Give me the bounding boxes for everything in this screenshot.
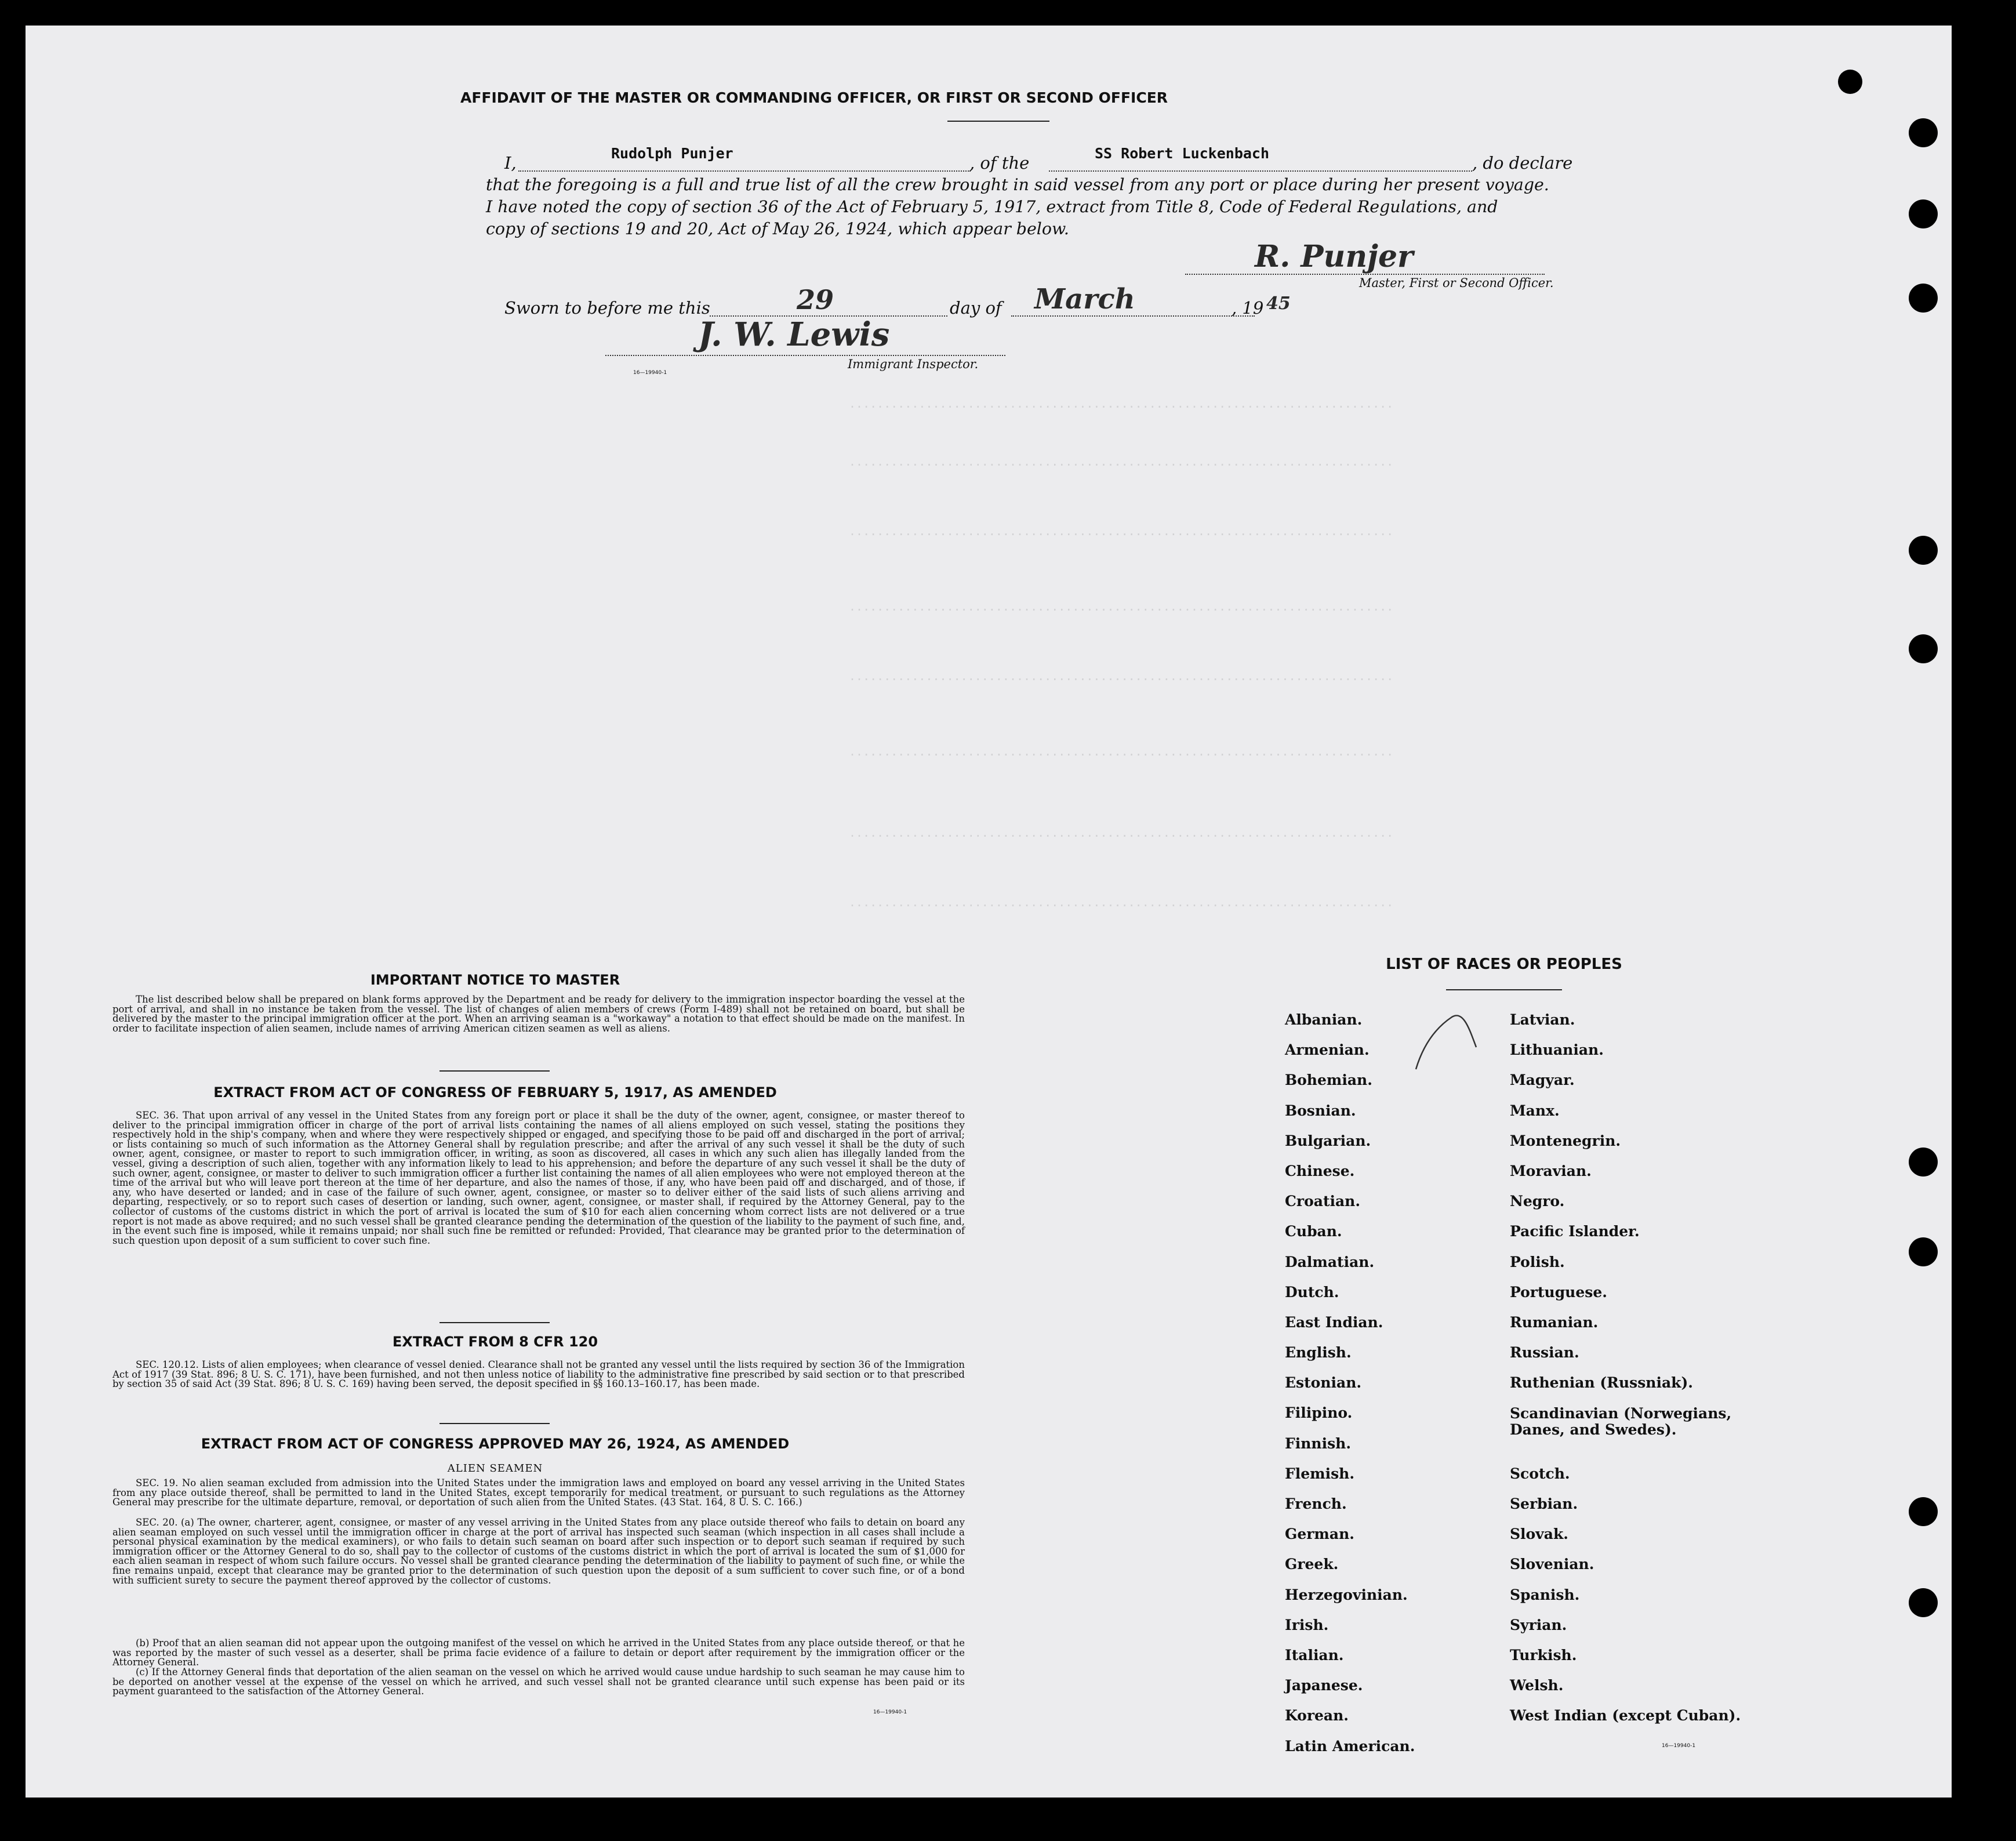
extract-1917-title: EXTRACT FROM ACT OF CONGRESS OF FEBRUARY 5, 1917, AS AMENDED	[213, 1084, 777, 1101]
race-item: Japanese.	[1285, 1677, 1363, 1694]
punch-hole	[1909, 634, 1938, 663]
vessel-name: SS Robert Luckenbach	[1095, 145, 1270, 162]
race-item: French.	[1285, 1495, 1347, 1512]
race-item: Herzegovinian.	[1285, 1586, 1408, 1603]
race-item: Lithuanian.	[1510, 1041, 1604, 1059]
year-suffix: 45	[1266, 293, 1291, 314]
race-item: Italian.	[1285, 1646, 1344, 1664]
affidavit-title: AFFIDAVIT OF THE MASTER OR COMMANDING OFFICER, OR FIRST OR SECOND OFFICER	[460, 89, 1168, 106]
race-item: Dutch.	[1285, 1283, 1339, 1301]
race-item: Dalmatian.	[1285, 1253, 1375, 1270]
race-item: Moravian.	[1510, 1162, 1592, 1179]
divider	[439, 1070, 550, 1072]
extract-1924-title: EXTRACT FROM ACT OF CONGRESS APPROVED MAY 26, 1924, AS AMENDED	[201, 1436, 790, 1452]
master-caption: Master, First or Second Officer.	[1359, 276, 1554, 290]
punch-hole	[1909, 536, 1938, 565]
race-item: Rumanian.	[1510, 1313, 1599, 1331]
sworn-label: Sworn to before me this	[504, 298, 710, 318]
punch-hole	[1909, 118, 1938, 147]
race-item: Bulgarian.	[1285, 1132, 1371, 1149]
race-item: English.	[1285, 1344, 1352, 1361]
punch-hole	[1838, 70, 1862, 94]
race-item: East Indian.	[1285, 1313, 1383, 1331]
of-the-label: , of the	[969, 153, 1030, 173]
form-number: 16—19940-1	[633, 370, 667, 376]
month-field-line	[1011, 315, 1255, 317]
punch-hole	[1909, 1497, 1938, 1526]
year-prefix: , 19	[1232, 298, 1264, 318]
race-item: Bosnian.	[1285, 1102, 1356, 1119]
pen-mark	[1411, 1005, 1492, 1075]
races-right-column	[1510, 1011, 1741, 1738]
race-item: West Indian (except Cuban).	[1510, 1707, 1741, 1724]
vessel-field-line	[1049, 170, 1472, 172]
punch-hole	[1909, 1588, 1938, 1617]
race-item: Latin American.	[1285, 1737, 1415, 1755]
divider	[439, 1423, 550, 1424]
race-item: Scotch.	[1510, 1465, 1570, 1482]
race-item: Estonian.	[1285, 1374, 1362, 1392]
sworn-day: 29	[797, 284, 834, 315]
name-field-line	[518, 170, 971, 172]
race-item: Scandinavian (Norwegians, Danes, and Swedes).	[1510, 1405, 1732, 1439]
extract-1917-text: SEC. 36. That upon arrival of any vessel in the United States from any foreign port or place it shall be the duty of the owner, agent, consignee, or master thereof to deliver to the principal immigration officer in charge of the port of arrival lists containing the names of all aliens employed on such vessel, stating the positions they respectively hold in the ship's company, when and where they were respectively shipped or engaged, and specifying those to be paid off and discharged in the port of arrival; or lists containing so much of such information as the Attorney General shall by regulation prescribe; and after the arrival of any such vessel it shall be the duty of such owner, agent, consignee, or master to report to such immigration officer, in writing, as soon as discovered, all cases in which any such alien has illegally landed from the vessel, giving a description of such alien, together with any information likely to lead to his apprehension; and before the departure of any such vessel it shall be the duty of such owner, agent, consignee, or master to deliver to such immigration officer a further list containing the names of all alien employees who were not employed thereon at the time of the arrival but who will leave port thereon at the time of her departure, and also the names of those, if any, who have been paid off and discharged, and of those, if any, who have deserted or landed; and in case of the failure of such owner, agent, consignee, or master so to deliver either of the said lists of such aliens arriving and departing, respectively, or so to report such cases of desertion or landing, such owner, agent, consignee, or master shall, if required by the Attorney General, pay to the collector of customs of the customs district in which the port of arrival is located the sum of $10 for each alien concerning whom correct lists are not delivered or a true report is not made as above required; and no such vessel shall be granted clearance pending the determination of the question of the liability to the payment of such fine, and, in the event such fine is imposed, while it remains unpaid; nor shall such fine be remitted or refunded: Provided, That clearance may be granted prior to the determination of such question upon deposit of a sum sufficient to cover such fine.	[112, 1110, 965, 1246]
race-item: Slovenian.	[1510, 1556, 1594, 1573]
affidavit-body-line: I have noted the copy of section 36 of the Act of February 5, 1917, extract from Title 8, Code of Federal Regulations, and	[486, 197, 1498, 216]
race-item: Greek.	[1285, 1556, 1339, 1573]
punch-hole	[1909, 1148, 1938, 1177]
race-item: Latvian.	[1510, 1011, 1575, 1028]
race-item: Turkish.	[1510, 1646, 1577, 1664]
race-item: Irish.	[1285, 1616, 1329, 1633]
divider	[439, 1322, 550, 1323]
race-item: Cuban.	[1285, 1223, 1342, 1240]
sworn-month: March	[1034, 283, 1135, 315]
extract-cfr-title: EXTRACT FROM 8 CFR 120	[392, 1334, 598, 1350]
divider	[1446, 989, 1562, 990]
race-item: German.	[1285, 1526, 1354, 1543]
race-item: Spanish.	[1510, 1586, 1580, 1603]
race-item: Korean.	[1285, 1707, 1349, 1724]
form-number: 16—19940-1	[873, 1709, 907, 1715]
inspector-signature-line	[605, 355, 1005, 356]
race-item: Montenegrin.	[1510, 1132, 1621, 1149]
punch-hole	[1909, 284, 1938, 313]
races-left-column	[1285, 1011, 1415, 1768]
race-item: Manx.	[1510, 1102, 1560, 1119]
extract-1924-sec19: SEC. 19. No alien seaman excluded from admission into the United States under the immigration laws and employed on board any vessel arriving in the United States from any place outside thereof, shall be permitted to land in the United States, except temporarily for medical treatment, or pursuant to such regulations as the Attorney General may prescribe for the ultimate departure, removal, or deportation of such alien from the United States. (43 Stat. 164, 8 U. S. C. 166.)	[112, 1477, 965, 1508]
race-item: Albanian.	[1285, 1011, 1363, 1028]
i-label: I,	[504, 153, 517, 173]
do-declare-label: , do declare	[1472, 153, 1573, 173]
race-item: Croatian.	[1285, 1193, 1361, 1210]
race-item: Serbian.	[1510, 1495, 1578, 1513]
race-item: Filipino.	[1285, 1404, 1353, 1422]
form-number: 16—19940-1	[1662, 1743, 1696, 1749]
race-item: Finnish.	[1285, 1435, 1352, 1452]
race-item: Syrian.	[1510, 1616, 1567, 1633]
day-of-label: day of	[950, 298, 1002, 318]
extract-1924-subtitle: ALIEN SEAMEN	[447, 1462, 543, 1475]
race-item: Polish.	[1510, 1253, 1565, 1270]
race-item: Slovak.	[1510, 1526, 1568, 1543]
punch-hole	[1909, 1237, 1938, 1266]
affidavit-body-line: that the foregoing is a full and true list of all the crew brought in said vessel from any port or place during her present voyage.	[486, 175, 1549, 194]
inspector-caption: Immigrant Inspector.	[848, 357, 979, 371]
extract-cfr-text: SEC. 120.12. Lists of alien employees; when clearance of vessel denied. Clearance shall not be granted any vessel until the lists required by section 36 of the Immigration Act of 1917 (39 Stat. 896; 8 U. S. C. 171), have been furnished, and not then unless notice of liability to the administrative fine prescribed by said section or to that prescribed by section 35 of said Act (39 Stat. 896; 8 U. S. C. 169) having been served, the deposit specified in §§ 160.13–160.17, has been made.	[112, 1359, 965, 1390]
inspector-signature: J. W. Lewis	[698, 315, 890, 354]
race-item: Negro.	[1510, 1193, 1565, 1210]
extract-1924-sec20c: (c) If the Attorney General finds that deportation of the alien seaman on the vessel on which he arrived would cause undue hardship to such seaman he may cause him to be deported on another vessel at the expense of the vessel on which he arrived, and such vessel shall not be granted clearance until such expense has been paid or its payment guaranteed to the satisfaction of the Attorney General.	[112, 1666, 965, 1697]
race-item: Bohemian.	[1285, 1072, 1372, 1089]
extract-1924-sec20b: (b) Proof that an alien seaman did not appear upon the outgoing manifest of the vessel on which he arrived in the United States from any place outside thereof, or that he was reported by the master of such vessel as a deserter, shall be prima facie evidence of a failure to detain or deport after requirement by the immigration officer or the Attorney General.	[112, 1637, 965, 1668]
affidavit-body-line: copy of sections 19 and 20, Act of May 26, 1924, which appear below.	[486, 219, 1069, 238]
divider	[947, 121, 1049, 122]
race-item: Ruthenian (Russniak).	[1510, 1374, 1693, 1392]
race-item: Welsh.	[1510, 1677, 1564, 1694]
race-item: Pacific Islander.	[1510, 1223, 1640, 1240]
race-item: Flemish.	[1285, 1465, 1355, 1482]
master-name: Rudolph Punjer	[611, 145, 733, 162]
race-item: Portuguese.	[1510, 1283, 1607, 1301]
race-item: Magyar.	[1510, 1072, 1575, 1089]
races-title: LIST OF RACES OR PEOPLES	[1386, 956, 1622, 973]
extract-1924-sec20a: SEC. 20. (a) The owner, charterer, agent, consignee, or master of any vessel arriving in the United States from any place outside thereof who fails to detain on board any alien seaman employed on such vessel until the immigration officer in charge at the port of arrival has inspected such seaman (which inspection in all cases shall include a personal physical examination by the medical examiners), or who fails to detain such seaman on board after such inspection or to deport such seaman if required by such immigration officer or the Attorney General to do so, shall pay to the collector of customs of the customs district in which the port of arrival is located the sum of $1,000 for each alien seaman in respect of whom such failure occurs. No vessel shall be granted clearance pending the determination of the liability to payment of such fine, or while the fine remains unpaid, except that clearance may be granted prior to the determination of such question upon the deposit of a sum sufficient to cover such fine, or of a bond with sufficient surety to secure the payment thereof approved by the collector of customs.	[112, 1517, 965, 1586]
punch-hole	[1909, 199, 1938, 228]
race-item: Chinese.	[1285, 1162, 1355, 1179]
document-page: .............................................................................. .............................................................................. .............................................................................. .............................................................................. .............................................................................. .............................................................................. .............................................................................. .............................................................................. AFFIDAVIT OF THE MASTER OR COMMANDING OFFICER, OR FIRST OR SECOND OFFICER I, Rudolph Punjer , of the SS Robert Luckenbach , do declare that the foregoing is a full and true list of all the crew brought in said vessel from any port or place during her present voyage. I have noted the copy of section 36 of the Act of February 5, 1917, extract from Title 8, Code of Federal Regulations, and copy of sections 19 and 20, Act of May 26, 1924, which appear below. R. Punjer Master, First or Second Officer. Sworn to before me this 29 day of March , 19 45 J. W. Lewis 16—19940-1 Immigrant Inspector. IMPORTANT NOTICE TO MASTER The list described below shall be prepared on blank forms approved by the Department and be ready for delivery to the immigration inspector boarding the vessel at the port of arrival, and shall in no instance be taken from the vessel. The list of changes of alien members of crews (Form I-489) shall not be retained on board, but shall be delivered by the master to the principal immigration officer at the port. When an arriving seaman is a "workaway" a notation to that effect should be made on the manifest. In order to facilitate inspection of alien seamen, include names of arriving American citizen seamen as well as aliens. EXTRACT FROM ACT OF CONGRESS OF FEBRUARY 5, 1917, AS AMENDED SEC. 36. That upon arrival of any vessel in the United States from any foreign port or place it shall be the duty of the owner, agent, consignee, or master thereof to deliver to the principal immigration officer in charge of the port of arrival lists containing the names of all aliens employed on such vessel, stating the positions they respectively hold in the ship's company, when and where they were respectively shipped or engaged, and specifying those to be paid off and discharged in the port of arrival; or lists containing so much of such information as the Attorney General shall by regulation prescribe; and after the arrival of any such vessel it shall be the duty of such owner, agent, consignee, or master to report to such immigration officer, in writing, as soon as discovered, all cases in which any such alien has illegally landed from the vessel, giving a description of such alien, together with any information likely to lead to his apprehension; and before the departure of any such vessel it shall be the duty of such owner, agent, consignee, or master to deliver to such immigration officer a further list containing the names of all alien employees who were not employed thereon at the time of the arrival but who will leave port thereon at the time of her departure, and also the names of those, if any, who have been paid off and discharged, and of those, if any, who have deserted or landed; and in case of the failure of such owner, agent, consignee, or master so to deliver either of the said lists of such aliens arriving and departing, respectively, or so to report such cases of desertion or landing, such owner, agent, consignee, or master shall, if required by the Attorney General, pay to the collector of customs of the customs district in which the port of arrival is located the sum of $10 for each alien concerning whom correct lists are not delivered or a true report is not made as above required; and no such vessel shall be granted clearance pending the determination of the question of the liability to the payment of such fine, and, in the event such fine is imposed, while it remains unpaid; nor shall such fine be remitted or refunded: Provided, That clearance may be granted prior to the determination of such question upon deposit of a sum sufficient to cover such fine. EXTRACT FROM 8 CFR 120 SEC. 120.12. Lists of alien employees; when clearance of vessel denied. Clearance shall not be granted any vessel until the lists required by section 36 of the Immigration Act of 1917 (39 Stat. 896; 8 U. S. C. 171), have been furnished, and not then unless notice of liability to the administrative fine prescribed by said section or to that prescribed by section 35 of said Act (39 Stat. 896; 8 U. S. C. 169) having been served, the deposit specified in §§ 160.13–160.17, has been made. EXTRACT FROM ACT OF CONGRESS APPROVED MAY 26, 1924, AS AMENDED ALIEN SEAMEN SEC. 19. No alien seaman excluded from admission into the United States under the immigration laws and employed on board any vessel arriving in the United States from any place outside thereof, shall be permitted to land in the United States, except temporarily for medical treatment, or pursuant to such regulations as the Attorney General may prescribe for the ultimate departure, removal, or deportation of such alien from the United States. (43 Stat. 164, 8 U. S. C. 166.) SEC. 20. (a) The owner, charterer, agent, consignee, or master of any vessel arriving in the United States from any place outside thereof who fails to detain on board any alien seaman employed on such vessel until the immigration officer in charge at the port of arrival has inspected such seaman (which inspection in all cases shall include a personal physical examination by the medical examiners), or who fails to detain such seaman on board after such inspection or to deport such seaman if required by such immigration officer or the Attorney General to do so, shall pay to the collector of customs of the customs district in which the port of arrival is located the sum of $1,000 for each alien seaman in respect of whom such failure occurs. No vessel shall be granted clearance pending the determination of the liability to payment of such fine, or while the fine remains unpaid, except that clearance may be granted prior to the determination of such question upon the deposit of a sum sufficient to cover such fine, or of a bond with sufficient surety to secure the payment thereof approved by the collector of customs. (b) Proof that an alien seaman did not appear upon the outgoing manifest of the vessel on which he arrived in the United States from any place outside thereof, or that he was reported by the master of such vessel as a deserter, shall be prima facie evidence of a failure to detain or deport after requirement by the immigration officer or the Attorney General. (c) If the Attorney General finds that deportation of the alien seaman on the vessel on which he arrived would cause undue hardship to such seaman he may cause him to be deported on another vessel at the expense of the vessel on which he arrived, and such vessel shall not be granted clearance until such expense has been paid or its payment guaranteed to the satisfaction of the Attorney General. 16—19940-1 LIST OF RACES OR PEOPLES Albanian. Armenian. Bohemian. Bosnian. Bulgarian. Chinese. Croatian. Cuban. Dalmatian. Dutch. East Indian. English. Estonian. Filipino. Finnish. Flemish. French. German. Greek. Herzegovinian. Irish. Italian. Japanese. Korean. Latin American. Latvian. Lithuanian. Magyar. Manx. Montenegrin. Moravian. Negro. Pacific Islander. Polish. Portuguese. Rumanian. Russian. Ruthenian (Russniak). Scandinavian (Norwegians, Danes, and Swedes). Scotch. Serbian. Slovak. Slovenian. Spanish. Syrian. Turkish. Welsh. West Indian (except Cuban). 16—19940-1	[26, 26, 1952, 1798]
race-item: Armenian.	[1285, 1041, 1370, 1059]
master-signature: R. Punjer	[1255, 239, 1414, 274]
notice-title: IMPORTANT NOTICE TO MASTER	[370, 972, 620, 988]
race-item: Russian.	[1510, 1344, 1579, 1361]
notice-text: The list described below shall be prepared on blank forms approved by the Department and be ready for delivery to the immigration inspector boarding the vessel at the port of arrival, and shall in no instance be taken from the vessel. The list of changes of alien members of crews (Form I-489) shall not be retained on board, but shall be delivered by the master to the principal immigration officer at the port. When an arriving seaman is a "workaway" a notation to that effect should be made on the manifest. In order to facilitate inspection of alien seamen, include names of arriving American citizen seamen as well as aliens.	[112, 994, 965, 1034]
